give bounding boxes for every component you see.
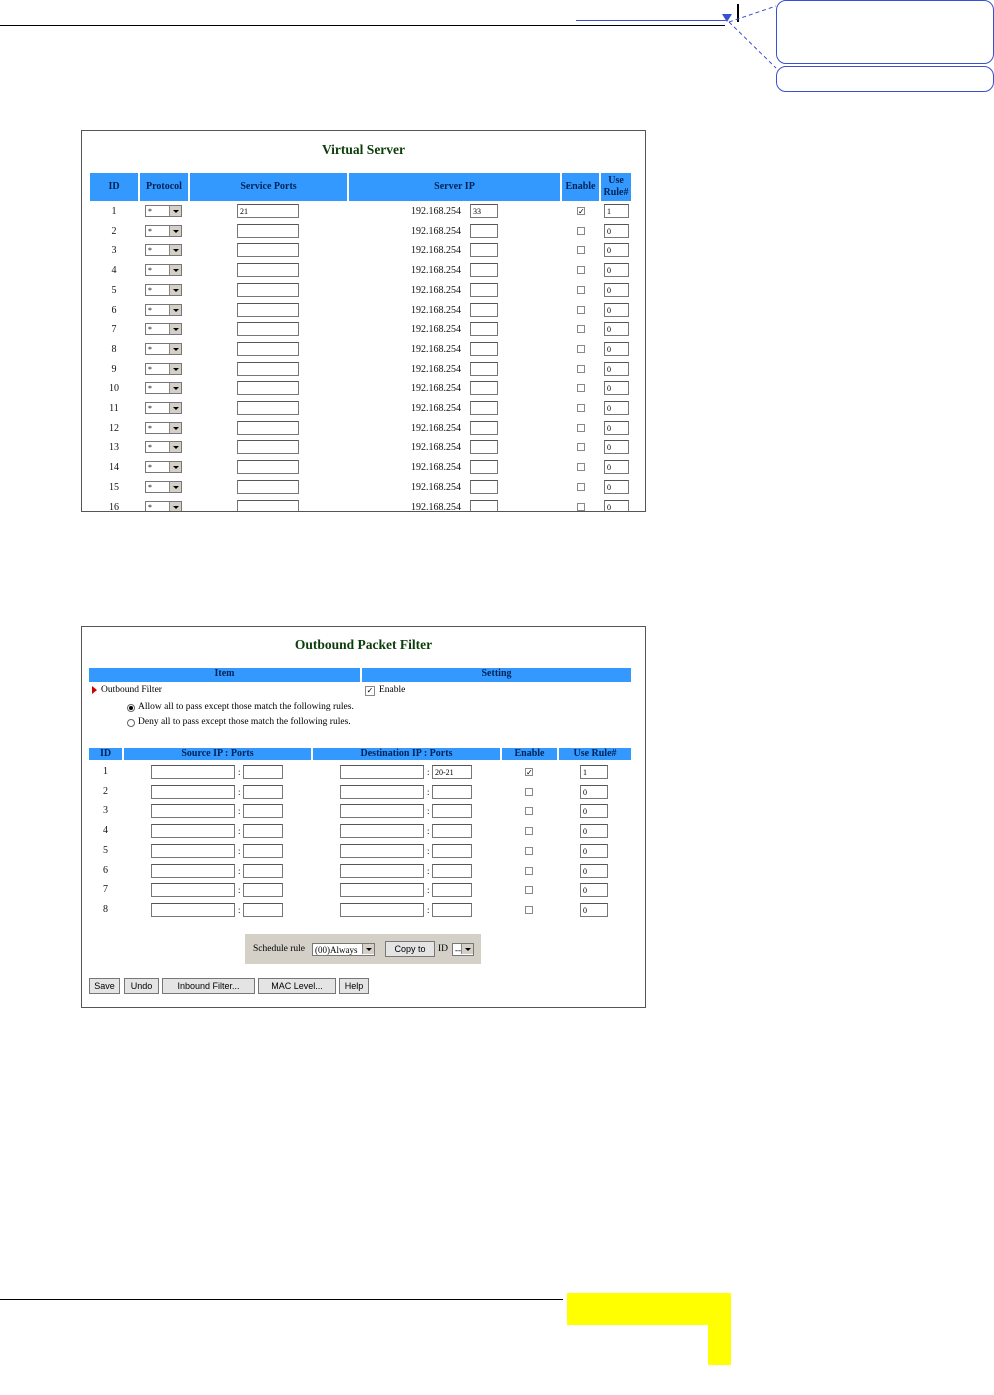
row-id: 4 xyxy=(111,265,117,277)
virtual-server-title: Virtual Server xyxy=(321,142,406,157)
filter-col-enable: Enable xyxy=(502,748,557,760)
destination-ip-input[interactable] xyxy=(340,824,424,838)
row-id: 16 xyxy=(109,501,119,512)
radio-allow-label: Allow all to pass except those match the following rules. xyxy=(138,702,354,712)
destination-port-input[interactable]: 20-21 xyxy=(432,765,472,779)
server-ip-last-input[interactable] xyxy=(470,243,498,257)
protocol-select[interactable]: * xyxy=(145,304,182,316)
source-ip-input[interactable] xyxy=(151,844,235,858)
server-ip-last-input[interactable] xyxy=(470,362,498,376)
source-separator: : xyxy=(238,904,241,915)
service-port-input[interactable]: 21 xyxy=(237,204,299,218)
filter-use-rule-input[interactable]: 0 xyxy=(580,785,608,799)
destination-port-input[interactable] xyxy=(432,883,472,897)
server-ip-last-input[interactable] xyxy=(470,224,498,238)
enable-checkbox[interactable] xyxy=(577,404,585,412)
service-port-input[interactable] xyxy=(237,500,299,513)
source-separator: : xyxy=(238,806,241,817)
bottom-rule-line xyxy=(0,1299,563,1300)
use-rule-input[interactable]: 0 xyxy=(604,322,629,336)
server-ip-prefix: 192.168.254 xyxy=(411,265,461,277)
virtual-server-panel xyxy=(81,130,646,512)
destination-separator: : xyxy=(427,885,430,896)
filter-enable-checkbox[interactable] xyxy=(525,788,533,796)
use-rule-input[interactable]: 0 xyxy=(604,342,629,356)
callout-box-bottom xyxy=(776,66,994,92)
filter-row-id: 4 xyxy=(103,825,108,837)
source-port-input[interactable] xyxy=(243,844,283,858)
server-ip-last-input[interactable]: 33 xyxy=(470,204,498,218)
row-id: 10 xyxy=(109,383,119,395)
row-id: 7 xyxy=(111,324,117,336)
yellow-tab-bar xyxy=(567,1293,731,1325)
filter-use-rule-input[interactable]: 0 xyxy=(580,804,608,818)
service-port-input[interactable] xyxy=(237,440,299,454)
copy-id-label: ID xyxy=(438,944,449,954)
outbound-filter-label: Outbound Filter xyxy=(101,685,162,695)
filter-use-rule-input[interactable]: 0 xyxy=(580,844,608,858)
service-port-input[interactable] xyxy=(237,401,299,415)
row-id: 14 xyxy=(109,462,119,474)
filter-enable-checkbox[interactable] xyxy=(525,827,533,835)
enable-checkbox[interactable] xyxy=(577,325,585,333)
source-separator: : xyxy=(238,826,241,837)
source-port-input[interactable] xyxy=(243,903,283,917)
enable-checkbox[interactable] xyxy=(577,246,585,254)
destination-ip-input[interactable] xyxy=(340,903,424,917)
col-header-protocol: Protocol xyxy=(140,173,188,201)
enable-checkbox[interactable] xyxy=(577,266,585,274)
server-ip-last-input[interactable] xyxy=(470,421,498,435)
row-id: 6 xyxy=(111,304,117,316)
destination-separator: : xyxy=(427,845,430,856)
col-header-enable: Enable xyxy=(562,173,599,201)
use-rule-input[interactable]: 0 xyxy=(604,401,629,415)
enable-checkbox[interactable] xyxy=(577,424,585,432)
protocol-select[interactable]: * xyxy=(145,225,182,237)
service-port-input[interactable] xyxy=(237,362,299,376)
server-ip-last-input[interactable] xyxy=(470,401,498,415)
row-id: 9 xyxy=(111,363,117,375)
filter-enable-checkbox[interactable] xyxy=(525,886,533,894)
triangle-right-icon xyxy=(92,686,97,694)
server-ip-prefix: 192.168.254 xyxy=(411,225,461,237)
filter-use-rule-input[interactable]: 0 xyxy=(580,883,608,897)
server-ip-last-input[interactable] xyxy=(470,263,498,277)
copy-to-button[interactable]: Copy to xyxy=(385,941,435,957)
service-port-input[interactable] xyxy=(237,263,299,277)
server-ip-prefix: 192.168.254 xyxy=(411,481,461,493)
use-rule-input[interactable]: 0 xyxy=(604,283,629,297)
filter-enable-checkbox[interactable] xyxy=(525,847,533,855)
setting-header: Setting xyxy=(362,668,631,682)
service-port-input[interactable] xyxy=(237,283,299,297)
filter-use-rule-input[interactable]: 0 xyxy=(580,864,608,878)
col-header-service-ports: Service Ports xyxy=(190,173,347,201)
filter-row-id: 3 xyxy=(103,805,108,817)
service-port-input[interactable] xyxy=(237,342,299,356)
server-ip-prefix: 192.168.254 xyxy=(411,403,461,414)
destination-port-input[interactable] xyxy=(432,785,472,799)
enable-checkbox[interactable] xyxy=(577,207,585,215)
help-button[interactable]: Help xyxy=(339,978,369,994)
destination-separator: : xyxy=(427,786,430,797)
outbound-filter-title: Outbound Packet Filter xyxy=(294,637,433,652)
service-port-input[interactable] xyxy=(237,322,299,336)
source-separator: : xyxy=(238,885,241,896)
server-ip-last-input[interactable] xyxy=(470,440,498,454)
filter-enable-checkbox[interactable] xyxy=(525,906,533,914)
enable-checkbox[interactable] xyxy=(577,463,585,471)
source-separator: : xyxy=(238,767,241,777)
filter-col-id: ID xyxy=(89,748,122,760)
server-ip-last-input[interactable] xyxy=(470,381,498,395)
destination-ip-input[interactable] xyxy=(340,883,424,897)
server-ip-prefix: 192.168.254 xyxy=(411,206,461,217)
enable-checkbox[interactable] xyxy=(577,227,585,235)
filter-row-id: 8 xyxy=(103,903,108,915)
destination-port-input[interactable] xyxy=(432,824,472,838)
row-id: 5 xyxy=(111,284,117,296)
source-separator: : xyxy=(238,845,241,856)
destination-separator: : xyxy=(427,767,430,777)
filter-use-rule-input[interactable]: 1 xyxy=(580,765,608,779)
protocol-select[interactable]: * xyxy=(145,461,182,473)
destination-separator: : xyxy=(427,826,430,837)
filter-enable-checkbox[interactable] xyxy=(525,867,533,875)
destination-port-input[interactable] xyxy=(432,903,472,917)
row-id: 12 xyxy=(109,422,119,434)
use-rule-input[interactable]: 0 xyxy=(604,303,629,317)
use-rule-input[interactable]: 0 xyxy=(604,440,629,454)
filter-col-destination: Destination IP : Ports xyxy=(313,748,500,760)
server-ip-last-input[interactable] xyxy=(470,322,498,336)
use-rule-input[interactable]: 0 xyxy=(604,460,629,474)
protocol-select[interactable]: * xyxy=(145,244,182,256)
service-port-input[interactable] xyxy=(237,303,299,317)
source-separator: : xyxy=(238,865,241,876)
server-ip-prefix: 192.168.254 xyxy=(411,363,461,375)
service-port-input[interactable] xyxy=(237,224,299,238)
destination-ip-input[interactable] xyxy=(340,765,424,779)
use-rule-input[interactable]: 0 xyxy=(604,243,629,257)
server-ip-prefix: 192.168.254 xyxy=(411,304,461,316)
server-ip-last-input[interactable] xyxy=(470,500,498,513)
use-rule-input[interactable]: 0 xyxy=(604,480,629,494)
source-ip-input[interactable] xyxy=(151,864,235,878)
source-separator: : xyxy=(238,786,241,797)
use-rule-input[interactable]: 0 xyxy=(604,263,629,277)
filter-col-use-rule: Use Rule# xyxy=(559,748,631,760)
row-id: 11 xyxy=(109,403,119,414)
row-id: 3 xyxy=(111,245,117,257)
protocol-select[interactable]: * xyxy=(145,501,182,513)
destination-ip-input[interactable] xyxy=(340,785,424,799)
destination-port-input[interactable] xyxy=(432,804,472,818)
filter-enable-checkbox[interactable] xyxy=(525,768,533,776)
enable-checkbox[interactable] xyxy=(577,503,585,511)
copy-id-select[interactable]: -- xyxy=(452,943,474,956)
col-header-id: ID xyxy=(90,173,138,201)
protocol-select[interactable]: * xyxy=(145,323,182,335)
radio-deny[interactable] xyxy=(127,719,135,727)
server-ip-prefix: 192.168.254 xyxy=(411,383,461,395)
server-ip-last-input[interactable] xyxy=(470,283,498,297)
destination-separator: : xyxy=(427,904,430,915)
server-ip-prefix: 192.168.254 xyxy=(411,462,461,474)
mac-level-button[interactable]: MAC Level... xyxy=(258,978,336,994)
source-port-input[interactable] xyxy=(243,804,283,818)
col-header-server-ip: Server IP xyxy=(349,173,560,201)
outbound-enable-label: Enable xyxy=(379,685,406,695)
save-button[interactable]: Save xyxy=(89,978,120,994)
inbound-filter-button[interactable]: Inbound Filter... xyxy=(162,978,255,994)
server-ip-prefix: 192.168.254 xyxy=(411,501,461,512)
undo-button[interactable]: Undo xyxy=(124,978,159,994)
use-rule-input[interactable]: 0 xyxy=(604,362,629,376)
filter-row-id: 1 xyxy=(103,766,108,777)
use-rule-input[interactable]: 0 xyxy=(604,381,629,395)
protocol-select[interactable]: * xyxy=(145,441,182,453)
row-id: 2 xyxy=(111,225,117,237)
schedule-rule-label: Schedule rule xyxy=(253,944,305,954)
source-port-input[interactable] xyxy=(243,864,283,878)
service-port-input[interactable] xyxy=(237,480,299,494)
item-header: Item xyxy=(89,668,360,682)
enable-checkbox[interactable] xyxy=(577,286,585,294)
enable-checkbox[interactable] xyxy=(577,365,585,373)
source-port-input[interactable] xyxy=(243,883,283,897)
destination-separator: : xyxy=(427,806,430,817)
service-port-input[interactable] xyxy=(237,243,299,257)
destination-ip-input[interactable] xyxy=(340,864,424,878)
callout-box-top xyxy=(776,0,994,64)
outbound-filter-panel xyxy=(81,626,646,1008)
destination-port-input[interactable] xyxy=(432,844,472,858)
filter-row-id: 5 xyxy=(103,844,108,856)
outbound-enable-checkbox[interactable] xyxy=(365,686,375,696)
protocol-select[interactable]: * xyxy=(145,284,182,296)
source-ip-input[interactable] xyxy=(151,824,235,838)
row-id: 1 xyxy=(111,206,117,217)
source-ip-input[interactable] xyxy=(151,765,235,779)
use-rule-input[interactable]: 0 xyxy=(604,224,629,238)
server-ip-prefix: 192.168.254 xyxy=(411,324,461,336)
use-rule-input[interactable]: 0 xyxy=(604,421,629,435)
protocol-select[interactable]: * xyxy=(145,382,182,394)
schedule-rule-select[interactable]: (00)Always xyxy=(312,943,375,956)
filter-row-id: 2 xyxy=(103,785,108,797)
source-ip-input[interactable] xyxy=(151,883,235,897)
server-ip-prefix: 192.168.254 xyxy=(411,343,461,355)
source-port-input[interactable] xyxy=(243,785,283,799)
protocol-select[interactable]: * xyxy=(145,481,182,493)
server-ip-last-input[interactable] xyxy=(470,342,498,356)
use-rule-input[interactable]: 0 xyxy=(604,500,629,513)
source-port-input[interactable] xyxy=(243,765,283,779)
protocol-select[interactable]: * xyxy=(145,205,182,217)
row-id: 15 xyxy=(109,481,119,493)
server-ip-last-input[interactable] xyxy=(470,303,498,317)
protocol-select[interactable]: * xyxy=(145,422,182,434)
use-rule-input[interactable]: 1 xyxy=(604,204,629,218)
destination-port-input[interactable] xyxy=(432,864,472,878)
filter-use-rule-input[interactable]: 0 xyxy=(580,824,608,838)
radio-deny-label: Deny all to pass except those match the following rules. xyxy=(138,717,351,727)
server-ip-prefix: 192.168.254 xyxy=(411,245,461,257)
server-ip-prefix: 192.168.254 xyxy=(411,422,461,434)
protocol-select[interactable]: * xyxy=(145,402,182,414)
protocol-select[interactable]: * xyxy=(145,264,182,276)
destination-ip-input[interactable] xyxy=(340,844,424,858)
source-ip-input[interactable] xyxy=(151,804,235,818)
enable-checkbox[interactable] xyxy=(577,306,585,314)
source-ip-input[interactable] xyxy=(151,785,235,799)
filter-col-source: Source IP : Ports xyxy=(124,748,311,760)
row-id: 8 xyxy=(111,343,117,355)
server-ip-last-input[interactable] xyxy=(470,480,498,494)
server-ip-prefix: 192.168.254 xyxy=(411,284,461,296)
source-port-input[interactable] xyxy=(243,824,283,838)
service-port-input[interactable] xyxy=(237,460,299,474)
radio-allow[interactable] xyxy=(127,704,135,712)
server-ip-prefix: 192.168.254 xyxy=(411,442,461,454)
service-port-input[interactable] xyxy=(237,421,299,435)
row-id: 13 xyxy=(109,442,119,454)
filter-row-id: 6 xyxy=(103,864,108,876)
destination-ip-input[interactable] xyxy=(340,804,424,818)
filter-use-rule-input[interactable]: 0 xyxy=(580,903,608,917)
enable-checkbox[interactable] xyxy=(577,384,585,392)
protocol-select[interactable]: * xyxy=(145,343,182,355)
filter-enable-checkbox[interactable] xyxy=(525,807,533,815)
protocol-select[interactable]: * xyxy=(145,363,182,375)
enable-checkbox[interactable] xyxy=(577,483,585,491)
yellow-tab-stem xyxy=(708,1293,731,1365)
col-header-use-rule: Use Rule# xyxy=(601,173,631,201)
enable-checkbox[interactable] xyxy=(577,443,585,451)
destination-separator: : xyxy=(427,865,430,876)
server-ip-last-input[interactable] xyxy=(470,460,498,474)
schedule-bar xyxy=(245,934,481,964)
service-port-input[interactable] xyxy=(237,381,299,395)
enable-checkbox[interactable] xyxy=(577,345,585,353)
source-ip-input[interactable] xyxy=(151,903,235,917)
filter-row-id: 7 xyxy=(103,884,108,896)
